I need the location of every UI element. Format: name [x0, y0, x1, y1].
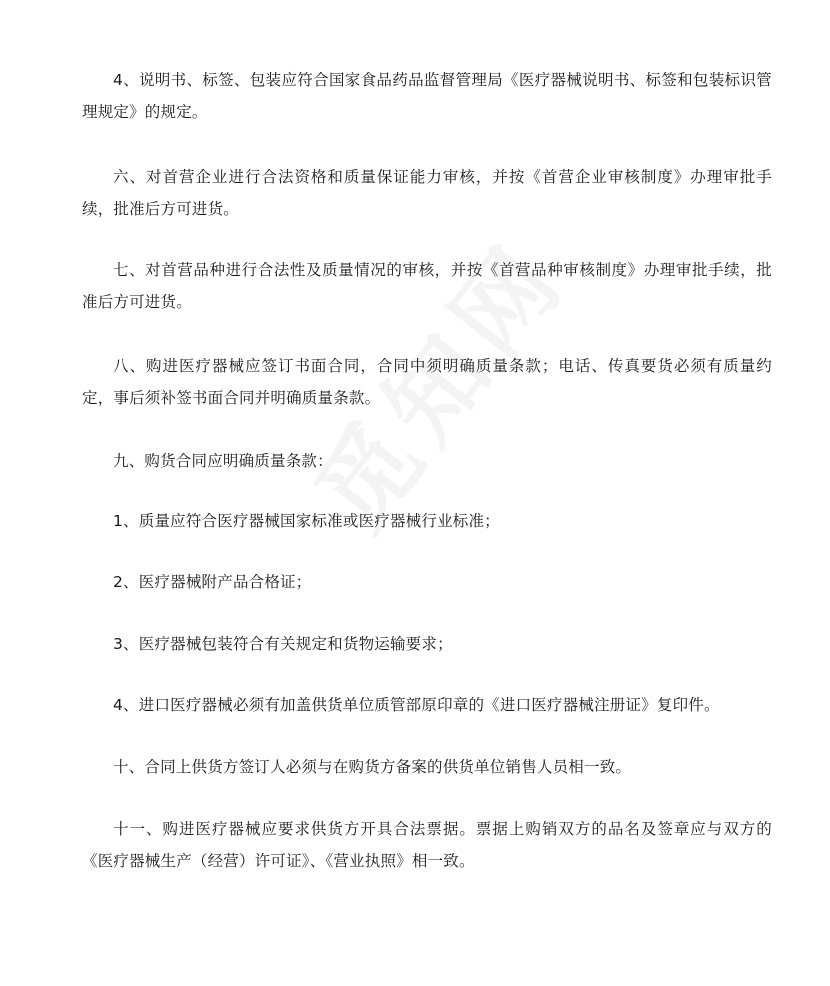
- paragraph-written-contract: 八、购进医疗器械应签订书面合同，合同中须明确质量条款；电话、传真要货必须有质量约定，事后须补签书面合同并明确质量条款。: [82, 357, 772, 407]
- list-item-packaging-transport: 3、医疗器械包装符合有关规定和货物运输要求；: [113, 635, 453, 653]
- paragraph-contract-signatory: 十、合同上供货方签订人必须与在购货方备案的供货单位销售人员相一致。: [113, 758, 632, 776]
- paragraph-packaging-rules: 4、说明书、标签、包装应符合国家食品药品监督管理局《医疗器械说明书、标签和包装标识管理规定》的规定。: [82, 71, 772, 121]
- list-item-certificate: 2、医疗器械附产品合格证；: [113, 573, 312, 591]
- paragraph-first-product-review: 七、对首营品种进行合法性及质量情况的审核，并按《首营品种审核制度》办理审批手续，批准后方可进货。: [82, 261, 772, 311]
- paragraph-first-enterprise-review: 六、对首营企业进行合法资格和质量保证能力审核，并按《首营企业审核制度》办理审批手续，批准后方可进货。: [82, 168, 772, 218]
- list-item-quality-standard: 1、质量应符合医疗器械国家标准或医疗器械行业标准；: [113, 512, 500, 530]
- paragraph-contract-quality-terms: 九、购货合同应明确质量条款：: [113, 452, 333, 470]
- paragraph-legal-invoice: 十一、购进医疗器械应要求供货方开具合法票据。票据上购销双方的品名及签章应与双方的《医疗器械生产（经营）许可证》、《营业执照》相一致。: [82, 820, 772, 870]
- list-item-import-registration: 4、进口医疗器械必须有加盖供货单位质管部原印章的《进口医疗器械注册证》复印件。: [113, 696, 720, 714]
